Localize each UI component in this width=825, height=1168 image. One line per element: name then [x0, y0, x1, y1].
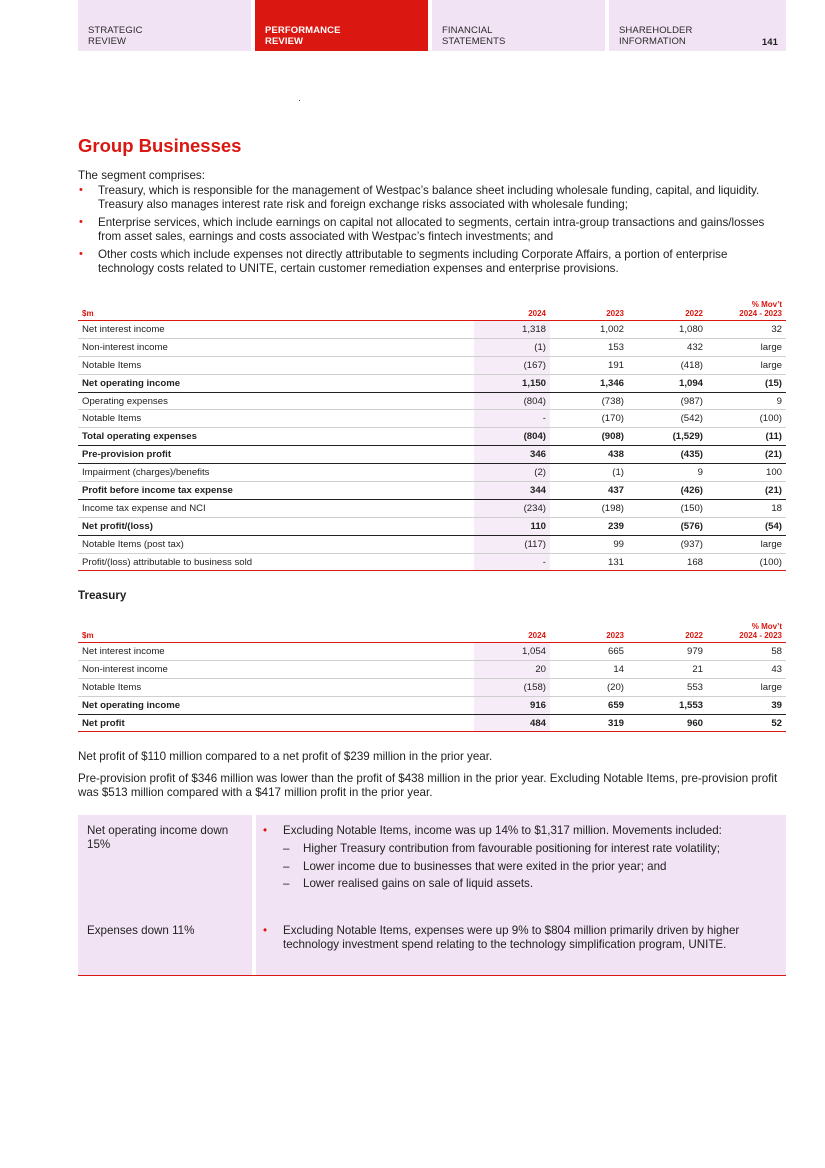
col-header-movement-line1: % Mov’t	[751, 622, 782, 631]
row-label: Net profit	[78, 714, 474, 732]
row-label: Income tax expense and NCI	[78, 499, 474, 517]
expenses-bullet: • Excluding Notable Items, expenses were up 9% to $804 million primarily driven by higher technology investment spend relating to the technology simplification program, UNITE.	[262, 924, 778, 952]
cell-2024: -	[474, 410, 550, 428]
tab-performance-review[interactable]	[255, 0, 428, 51]
table-header-row	[78, 622, 786, 643]
cell-movement: (21)	[707, 446, 786, 464]
cell-2023: 131	[550, 553, 628, 571]
cell-2023: (738)	[550, 392, 628, 410]
cell-2022: 960	[628, 714, 707, 732]
col-header-2022: 2022	[685, 631, 703, 640]
cell-2022: 1,553	[628, 696, 707, 714]
col-header-2024: 2024	[528, 309, 546, 318]
cell-2022: 553	[628, 678, 707, 696]
cell-2023: 14	[550, 660, 628, 678]
cell-2022: (987)	[628, 392, 707, 410]
row-label: Profit before income tax expense	[78, 482, 474, 500]
cell-2023: (170)	[550, 410, 628, 428]
stray-dot	[299, 100, 300, 101]
cell-movement: large	[707, 338, 786, 356]
col-header-2022: 2022	[685, 309, 703, 318]
cell-movement: (100)	[707, 553, 786, 571]
tab-line2: INFORMATION	[619, 36, 686, 47]
income-bullet: • Excluding Notable Items, income was up 14% to $1,317 million. Movements included:	[262, 824, 778, 838]
cell-movement: large	[707, 535, 786, 553]
table-row-profit-before-income-tax-expense	[78, 482, 786, 500]
table-row-notable-items-post-tax	[78, 535, 786, 553]
row-label: Notable Items (post tax)	[78, 535, 474, 553]
tab-financial-statements[interactable]	[432, 0, 605, 51]
table-row-notable-items	[78, 356, 786, 374]
col-header-2023: 2023	[606, 631, 624, 640]
segment-item-enterprise-services: • Enterprise services, which include earnings on capital not allocated to segments, certain intra-group transactions and gains/losses from asset sales, earnings and costs associated with Westpac’s fintech investments; and	[78, 216, 786, 244]
table-row-profit-loss-attributable-to-business-sold	[78, 553, 786, 571]
cell-2024: 344	[474, 482, 550, 500]
cell-2023: 1,002	[550, 321, 628, 339]
cell-2022: (426)	[628, 482, 707, 500]
col-header-movement-line2: 2024 - 2023	[739, 309, 782, 318]
intro-lead: The segment comprises:	[78, 169, 205, 182]
table-row-impairment-charges-benefits	[78, 464, 786, 482]
income-highlight-text	[262, 824, 778, 891]
col-header-movement-line2: 2024 - 2023	[739, 631, 782, 640]
cell-2023: 99	[550, 535, 628, 553]
cell-2023: 319	[550, 714, 628, 732]
cell-movement: large	[707, 356, 786, 374]
row-label: Notable Items	[78, 356, 474, 374]
cell-2024: 484	[474, 714, 550, 732]
income-sub-item: – Higher Treasury contribution from favourable positioning for interest rate volatility;	[262, 842, 722, 856]
table-row-total-operating-expenses	[78, 428, 786, 446]
cell-movement: 43	[707, 660, 786, 678]
segment-list	[78, 184, 786, 276]
row-label: Net interest income	[78, 643, 474, 661]
cell-movement: 100	[707, 464, 786, 482]
pre-provision-paragraph: Pre-provision profit of $346 million was lower than the profit of $438 million in the prior year. Excluding Notable Items, pre-provision profit was $513 million compared with a $417 million profit in the prior year.	[78, 772, 778, 799]
cell-movement: (100)	[707, 410, 786, 428]
tab-line1: FINANCIAL	[442, 25, 493, 36]
row-label: Notable Items	[78, 410, 474, 428]
cell-2024: (804)	[474, 428, 550, 446]
cell-movement: 32	[707, 321, 786, 339]
cell-2022: 1,094	[628, 374, 707, 392]
tab-line2: STATEMENTS	[442, 36, 506, 47]
cell-2024: 1,150	[474, 374, 550, 392]
treasury-table	[78, 622, 786, 732]
cell-2023: 665	[550, 643, 628, 661]
cell-2022: 1,080	[628, 321, 707, 339]
cell-2024: (1)	[474, 338, 550, 356]
cell-2023: 1,346	[550, 374, 628, 392]
cell-movement: 52	[707, 714, 786, 732]
cell-2022: (937)	[628, 535, 707, 553]
cell-2024: (117)	[474, 535, 550, 553]
page-number: 141	[761, 37, 778, 48]
table-row-notable-items	[78, 678, 786, 696]
highlights-box	[78, 815, 786, 976]
table-row-pre-provision-profit	[78, 446, 786, 464]
col-header-movement	[707, 300, 786, 321]
cell-2022: 9	[628, 464, 707, 482]
cell-movement: large	[707, 678, 786, 696]
cell-2022: (150)	[628, 499, 707, 517]
cell-2023: 659	[550, 696, 628, 714]
table-row-net-profit-loss	[78, 517, 786, 535]
cell-2024: 110	[474, 517, 550, 535]
cell-movement: 39	[707, 696, 786, 714]
row-label: Pre-provision profit	[78, 446, 474, 464]
table-row-non-interest-income	[78, 660, 786, 678]
cell-2023: 438	[550, 446, 628, 464]
cell-2022: 432	[628, 338, 707, 356]
cell-movement: 58	[707, 643, 786, 661]
cell-2023: 239	[550, 517, 628, 535]
segment-item-other-costs: • Other costs which include expenses not directly attributable to segments including Corporate Affairs, a portion of enterprise technology costs related to UNITE, certain customer remediation expenses and enterprise provisions.	[78, 248, 786, 276]
tab-line1: SHAREHOLDER	[619, 25, 693, 36]
cell-2024: 1,318	[474, 321, 550, 339]
cell-movement: 9	[707, 392, 786, 410]
row-label: Impairment (charges)/benefits	[78, 464, 474, 482]
col-header-2023: 2023	[606, 309, 624, 318]
tab-shareholder-information[interactable]	[609, 0, 786, 51]
cell-2022: (542)	[628, 410, 707, 428]
table-header-row	[78, 300, 786, 321]
cell-2022: (576)	[628, 517, 707, 535]
row-label: Total operating expenses	[78, 428, 474, 446]
income-sub-item: – Lower income due to businesses that were exited in the prior year; and	[262, 860, 778, 874]
highlights-divider	[252, 815, 256, 975]
cell-2022: 21	[628, 660, 707, 678]
cell-2022: (1,529)	[628, 428, 707, 446]
cell-2023: (198)	[550, 499, 628, 517]
cell-2024: 916	[474, 696, 550, 714]
cell-2023: (908)	[550, 428, 628, 446]
group-businesses-table	[78, 300, 786, 571]
section-tabs	[78, 0, 786, 51]
cell-2024: (158)	[474, 678, 550, 696]
table-row-operating-expenses	[78, 392, 786, 410]
table-row-net-profit	[78, 714, 786, 732]
cell-movement: (15)	[707, 374, 786, 392]
cell-2024: -	[474, 553, 550, 571]
expenses-highlight-text	[262, 924, 778, 952]
col-header-2024: 2024	[528, 631, 546, 640]
cell-2023: 191	[550, 356, 628, 374]
cell-2024: 1,054	[474, 643, 550, 661]
row-label: Net operating income	[78, 696, 474, 714]
cell-2024: (234)	[474, 499, 550, 517]
cell-2022: 979	[628, 643, 707, 661]
row-label: Net interest income	[78, 321, 474, 339]
tab-line1: PERFORMANCE	[265, 25, 341, 36]
treasury-heading: Treasury	[78, 589, 127, 602]
table-row-notable-items	[78, 410, 786, 428]
intro-section	[78, 169, 786, 280]
row-label: Non-interest income	[78, 338, 474, 356]
row-label: Non-interest income	[78, 660, 474, 678]
tab-line1: STRATEGIC	[88, 25, 143, 36]
cell-2022: 168	[628, 553, 707, 571]
col-header-label: $m	[82, 631, 94, 640]
cell-2023: 437	[550, 482, 628, 500]
cell-2023: (1)	[550, 464, 628, 482]
cell-movement: (21)	[707, 482, 786, 500]
row-label: Net profit/(loss)	[78, 517, 474, 535]
table-row-income-tax-expense-and-nci	[78, 499, 786, 517]
income-sub-item: – Lower realised gains on sale of liquid assets.	[262, 877, 778, 891]
table-row-net-interest-income	[78, 643, 786, 661]
segment-item-treasury: • Treasury, which is responsible for the management of Westpac’s balance sheet including wholesale funding, capital, and liquidity. Treasury also manages interest rate risk and foreign exchange risks associated with wholesale funding;	[78, 184, 786, 212]
table-row-non-interest-income	[78, 338, 786, 356]
col-header-movement-line1: % Mov’t	[751, 300, 782, 309]
row-label: Operating expenses	[78, 392, 474, 410]
expenses-highlight-label: Expenses down 11%	[87, 924, 195, 937]
page-title: Group Businesses	[78, 135, 242, 156]
tab-line2: REVIEW	[265, 36, 304, 47]
cell-2022: (435)	[628, 446, 707, 464]
cell-movement: (54)	[707, 517, 786, 535]
col-header-label: $m	[82, 309, 94, 318]
table-row-net-operating-income	[78, 696, 786, 714]
row-label: Net operating income	[78, 374, 474, 392]
tab-line2: REVIEW	[88, 36, 127, 47]
cell-movement: 18	[707, 499, 786, 517]
table-row-net-operating-income	[78, 374, 786, 392]
cell-2023: 153	[550, 338, 628, 356]
row-label: Notable Items	[78, 678, 474, 696]
table-row-net-interest-income	[78, 321, 786, 339]
cell-2024: 20	[474, 660, 550, 678]
col-header-movement	[707, 622, 786, 643]
cell-2024: (2)	[474, 464, 550, 482]
cell-2024: 346	[474, 446, 550, 464]
cell-2024: (804)	[474, 392, 550, 410]
cell-2022: (418)	[628, 356, 707, 374]
net-profit-paragraph: Net profit of $110 million compared to a net profit of $239 million in the prior year.	[78, 750, 493, 763]
tab-strategic-review[interactable]	[78, 0, 251, 51]
cell-movement: (11)	[707, 428, 786, 446]
cell-2024: (167)	[474, 356, 550, 374]
row-label: Profit/(loss) attributable to business sold	[78, 553, 474, 571]
cell-2023: (20)	[550, 678, 628, 696]
income-highlight-label: Net operating income down 15%	[87, 824, 229, 851]
